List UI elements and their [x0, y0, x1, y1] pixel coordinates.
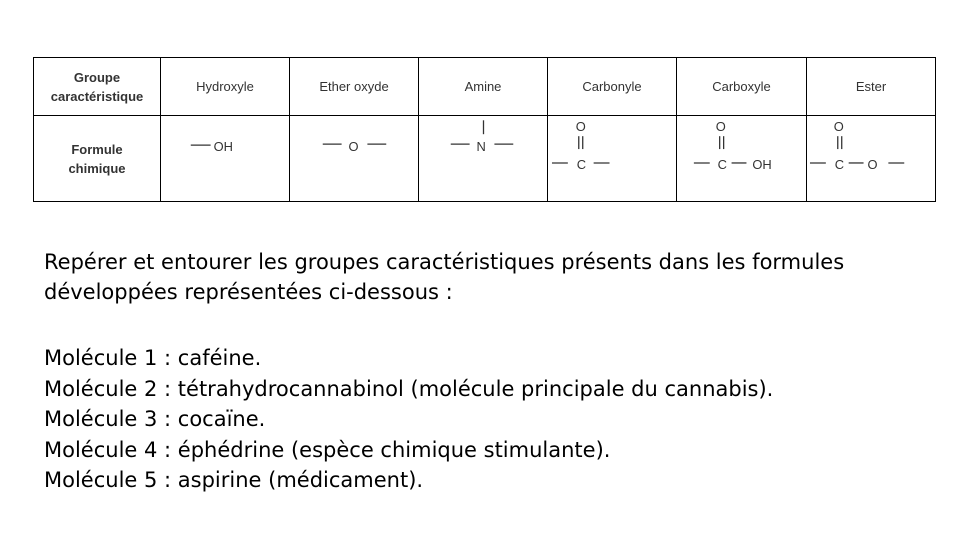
ester-o-top-text: O — [833, 119, 844, 135]
list-item: Molécule 1 : caféine. — [44, 346, 262, 370]
formula-ester — [807, 116, 936, 202]
list-item: Molécule 3 : cocaïne. — [44, 407, 266, 431]
group-name-amine: Amine — [419, 58, 548, 116]
amine-formula-drawing — [419, 116, 547, 201]
formula-hydroxyle — [161, 116, 290, 202]
ester-c-text: C — [834, 156, 845, 172]
carboxyle-o-text: O — [715, 119, 726, 135]
molecule-list — [44, 343, 944, 496]
header-label-line1: Groupe — [73, 69, 121, 85]
formula-label-line2: chimique — [68, 160, 126, 176]
formula-amine — [419, 116, 548, 202]
ether-formula-drawing — [290, 116, 418, 201]
instructions-text: Repérer et entourer les groupes caractéristiques présents dans les formules développées représentées ci-dessous : — [44, 250, 845, 304]
group-name-ester: Ester — [807, 58, 936, 116]
formula-label-line1: Formule — [71, 141, 123, 157]
formula-carbonyle — [548, 116, 677, 202]
hydroxyle-formula-drawing — [161, 116, 289, 201]
list-item: Molécule 2 : tétrahydrocannabinol (molécule principale du cannabis). — [44, 376, 774, 401]
formula-carboxyle — [677, 116, 807, 202]
carboxyle-oh-text: OH — [752, 156, 772, 172]
carbonyle-c-text: C — [576, 156, 587, 172]
ester-o-text: O — [867, 156, 878, 172]
amine-n-text: N — [476, 139, 486, 155]
hydroxyle-oh-text: OH — [213, 139, 233, 155]
ester-formula-drawing — [807, 116, 935, 201]
group-name-hydroxyle: Hydroxyle — [161, 58, 290, 116]
list-item: Molécule 4 : éphédrine (espèce chimique stimulante). — [44, 437, 611, 462]
group-name-carbonyle: Carbonyle — [548, 58, 677, 116]
group-name-carboxyle: Carboxyle — [677, 58, 807, 116]
ether-o-text: O — [348, 139, 359, 155]
carboxyle-c-text: C — [717, 156, 727, 172]
list-item: Molécule 5 : aspirine (médicament). — [44, 468, 424, 492]
carboxyle-formula-drawing — [677, 116, 806, 201]
header-label-line2: caractéristique — [50, 88, 144, 104]
header-label-cell — [34, 58, 161, 116]
carbonyle-formula-drawing — [548, 116, 676, 201]
formula-ether-oxyde — [290, 116, 419, 202]
table-header-row — [34, 58, 936, 116]
table-formula-row — [34, 116, 936, 202]
carbonyle-o-text: O — [575, 119, 586, 135]
characteristic-groups-table — [33, 57, 936, 202]
formula-label-cell — [34, 116, 161, 202]
group-name-ether-oxyde: Ether oxyde — [290, 58, 419, 116]
